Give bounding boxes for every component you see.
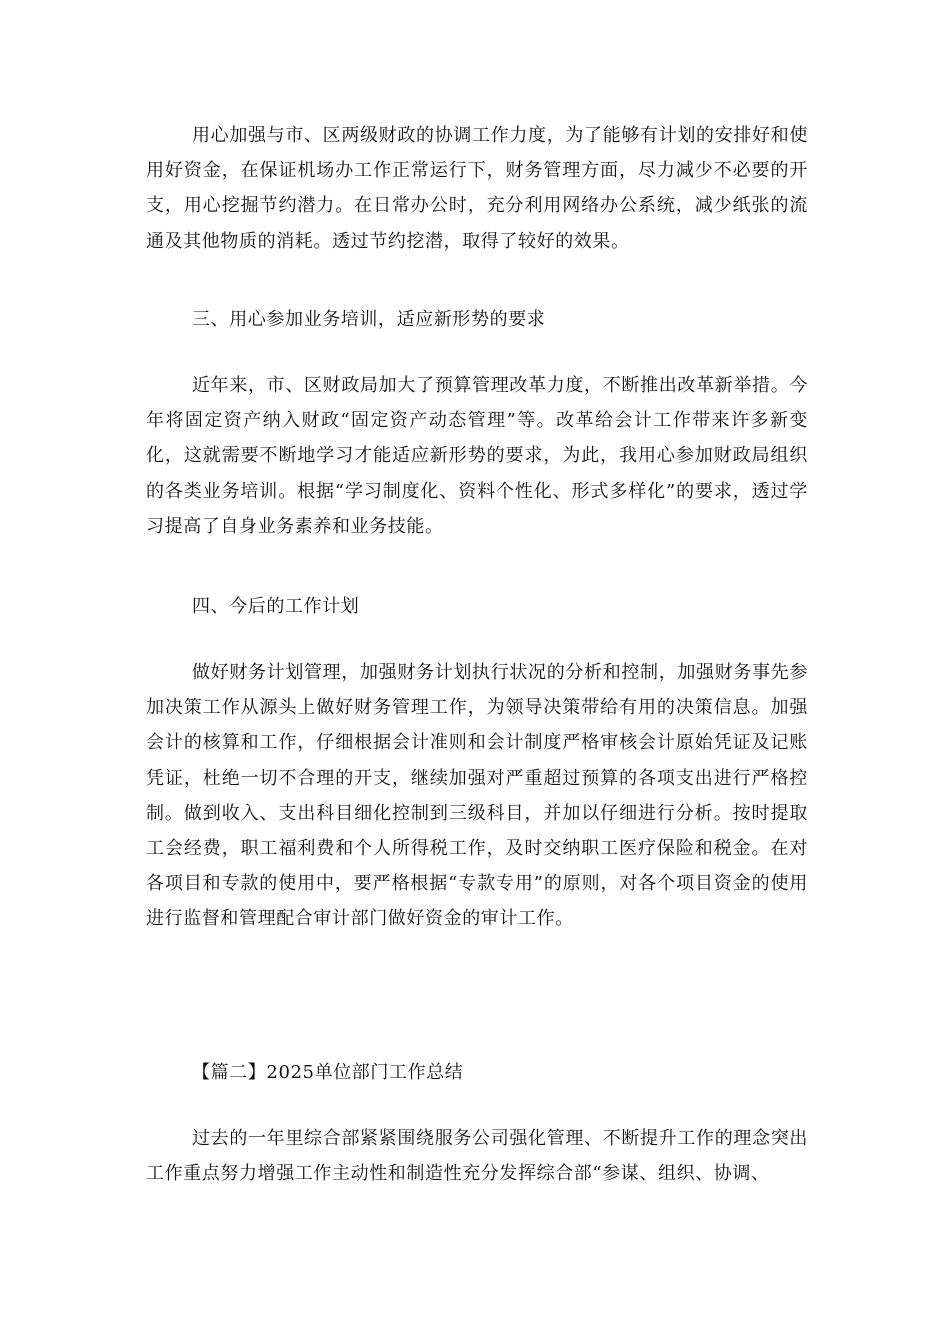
body-paragraph: 做好财务计划管理，加强财务计划执行状况的分析和控制，加强财务事先参加决策工作从源头上做好财务管理工作，为领导决策带给有用的决策信息。加强会计的核算和工作，仔细根据会计准则和会计制度严格审核会计原始凭证及记账凭证，杜绝一切不合理的开支，继续加强对严重超过预算的各项支出进行严格控制。做到收入、支出科目细化控制到三级科目，并加以仔细进行分析。按时提取工会经费，职工福利费和个人所得税工作，及时交纳职工医疗保险和税金。在对各项目和专款的使用中，要严格根据“专款专用”的原则，对各个项目资金的使用进行监督和管理配合审计部门做好资金的审计工作。 — [146, 662, 808, 930]
section-heading: 四、今后的工作计划 — [192, 596, 360, 617]
section-heading: 三、用心参加业务培训，适应新形势的要求 — [192, 309, 546, 330]
body-paragraph: 近年来，市、区财政局加大了预算管理改革力度，不断推出改革新举措。今年将固定资产纳入财政“固定资产动态管理”等。改革给会计工作带来许多新变化，这就需要不断地学习才能适应新形势的要求，为此，我用心参加财政局组织的各类业务培训。根据“学习制度化、资料个性化、形式多样化”的要求，透过学习提高了自身业务素养和业务技能。 — [146, 375, 808, 537]
body-paragraph: 用心加强与市、区两级财政的协调工作力度，为了能够有计划的安排好和使用好资金，在保证机场办工作正常运行下，财务管理方面，尽力减少不必要的开支，用心挖掘节约潜力。在日常办公时，充分利用网络办公系统，减少纸张的流通及其他物质的消耗。透过节约挖潜，取得了较好的效果。 — [146, 125, 808, 252]
article-title: 【篇二】2025单位部门工作总结 — [192, 1062, 464, 1083]
body-paragraph: 过去的一年里综合部紧紧围绕服务公司强化管理、不断提升工作的理念突出工作重点努力增强工作主动性和制造性充分发挥综合部“参谋、组织、协调、 — [146, 1128, 808, 1185]
